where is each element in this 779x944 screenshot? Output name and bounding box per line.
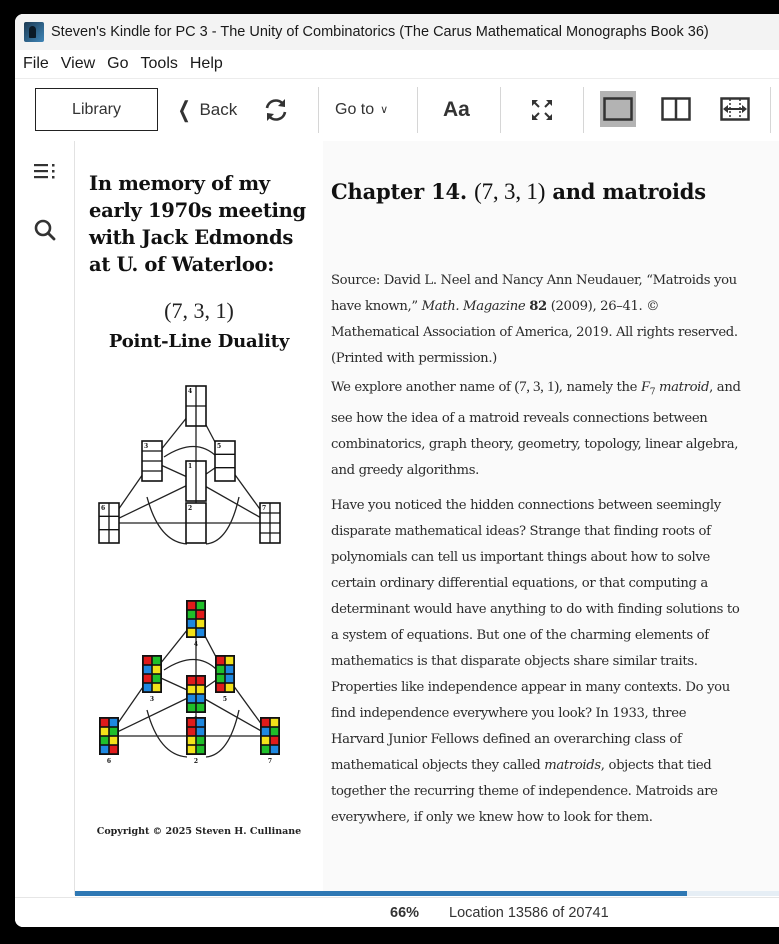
color-cell: [101, 737, 108, 744]
back-button[interactable]: [175, 88, 237, 131]
color-cell: [188, 611, 195, 618]
kindle-window: [15, 14, 779, 927]
color-cell: [188, 602, 195, 609]
goto-label: Go to: [335, 100, 375, 118]
intro-italic: matroid: [659, 380, 710, 395]
chapter-suffix: and matroids: [552, 179, 706, 204]
left-sidebar: [15, 141, 75, 895]
color-cell: [197, 686, 204, 693]
toolbar-divider: [583, 87, 584, 133]
color-cell: [197, 704, 204, 711]
source-text-2: (2009), 26–41. © Mathematical Association of America, 2019. All rights reserved. (Printed with permission.): [331, 299, 738, 366]
color-cell: [197, 695, 204, 702]
single-column-icon: [603, 97, 633, 121]
color-cell: [271, 728, 278, 735]
color-cell: [101, 728, 108, 735]
intro-math: (7, 3, 1): [514, 379, 559, 395]
body-text-1: Have you noticed the hidden connections between seemingly disparate mathematical ideas? Strange that finding roots of polynomials can tell us important things about how to solve certain ordinary differential equations, or that computing a determinant would have anything to do with finding solutions to a system of equations. But one of the charming elements of mathematics is that disparate objects share similar traits. Properties like independence appear in many contexts. Do you find independence everywhere you look? In 1933, three Harvard Junior Fellows defined an overarching class of mathematical objects they called: [331, 498, 740, 773]
copyright-notice: Copyright © 2025 Steven H. Cullinane: [96, 826, 302, 837]
color-cell: [153, 657, 160, 664]
progress-percent: 66%: [390, 905, 420, 921]
toolbar-divider: [500, 87, 501, 133]
node-label: 2: [193, 758, 199, 765]
chapter-title: [331, 179, 706, 205]
sync-icon: [263, 97, 289, 123]
color-cell: [217, 675, 224, 682]
color-cell: [188, 620, 195, 627]
node-label: 7: [267, 758, 273, 765]
color-cell: [153, 684, 160, 691]
color-cell: [262, 719, 269, 726]
color-cell: [197, 620, 204, 627]
single-column-button[interactable]: [600, 91, 636, 127]
source-text-1: Source: David L. Neel and Nancy Ann Neudauer, “Matroids you have known,”: [331, 273, 737, 314]
source-paragraph: [331, 268, 741, 372]
toolbar-divider: [417, 87, 418, 133]
color-cell: [188, 746, 195, 753]
fano-diagram-colored: [89, 597, 309, 797]
menu-view[interactable]: View: [60, 55, 96, 72]
point-line-duality-heading: Point-Line Duality: [108, 331, 290, 352]
toc-button[interactable]: [32, 159, 58, 185]
node-label: 7: [262, 505, 267, 512]
color-cell: [271, 746, 278, 753]
color-cell: [226, 666, 233, 673]
color-cell: [188, 719, 195, 726]
color-cell: [262, 728, 269, 735]
node-label: 3: [144, 443, 149, 450]
menu-tools[interactable]: Tools: [140, 55, 178, 72]
left-page: [75, 141, 323, 893]
node-label: 1: [188, 463, 193, 470]
color-cell: [153, 675, 160, 682]
fano-symbol-subscript: 7: [649, 387, 656, 398]
color-cell: [144, 675, 151, 682]
title-bar: [15, 14, 779, 50]
color-cell: [188, 695, 195, 702]
intro-text-1: We explore another name of: [331, 380, 515, 395]
node-label: 6: [106, 758, 112, 765]
color-cell: [110, 737, 117, 744]
color-cell: [144, 657, 151, 664]
color-cell: [110, 728, 117, 735]
table-of-contents-icon: [32, 159, 58, 185]
dedication-heading: In memory of my early 1970s meeting with Jack Edmonds at U. of Waterloo:: [89, 172, 306, 276]
body-text-2: , objects that tied together the recurring theme of independence. Matroids are everywhere, if only we knew how to look for them.: [331, 758, 718, 825]
color-cell: [188, 704, 195, 711]
journal-name: Math. Magazine: [421, 299, 526, 314]
fano-circle-arc: [164, 447, 217, 458]
color-cell: [197, 611, 204, 618]
color-cell: [188, 677, 195, 684]
color-cell: [110, 719, 117, 726]
node-label: 5: [222, 696, 228, 703]
fano-circle-arc: [147, 710, 187, 757]
color-cell: [262, 746, 269, 753]
fano-diagram-grids: [89, 384, 309, 574]
fano-circle-arc: [164, 660, 217, 671]
color-cell: [101, 746, 108, 753]
color-cell: [226, 684, 233, 691]
fano-line: [109, 481, 196, 523]
fano-circle-arc: [206, 497, 239, 544]
chevron-left-icon: ❮: [177, 96, 191, 122]
chapter-prefix: Chapter 14.: [331, 179, 468, 204]
window-title: Steven's Kindle for PC 3 - The Unity of Combinatorics (The Carus Mathematical Monographs Book 36): [51, 24, 709, 40]
body-paragraph: [331, 493, 741, 831]
color-cell: [226, 657, 233, 664]
intro-text-2: , namely the: [558, 380, 641, 395]
font-settings-button[interactable]: Aa: [443, 97, 470, 121]
color-cell: [188, 737, 195, 744]
reading-progress-fill: [75, 891, 687, 896]
menu-bar: [15, 50, 779, 78]
color-cell: [226, 675, 233, 682]
node-label: 4: [193, 641, 199, 648]
fano-symbol: F: [640, 379, 650, 395]
color-cell: [197, 737, 204, 744]
intro-paragraph: [331, 374, 741, 484]
reading-area: [75, 141, 779, 893]
two-column-button[interactable]: [658, 91, 694, 127]
color-cell: [271, 737, 278, 744]
toolbar: [15, 78, 779, 142]
fano-circle-arc: [147, 497, 187, 544]
color-cell: [197, 719, 204, 726]
node-label: 2: [188, 505, 193, 512]
color-cell: [153, 666, 160, 673]
triple-notation: (7, 3, 1): [164, 298, 234, 323]
intro-text-3: , and see how the idea of a matroid reveals connections between combinatorics, graph theory, geometry, topology, linear algebra, and greedy algorithms.: [331, 380, 741, 478]
back-label: Back: [199, 99, 238, 119]
two-column-icon: [661, 97, 691, 121]
chevron-down-icon: ∨: [380, 104, 389, 116]
body-italic: matroids: [544, 758, 601, 773]
color-cell: [271, 719, 278, 726]
goto-button[interactable]: [335, 88, 388, 131]
color-cell: [144, 666, 151, 673]
kindle-reader-icon: [24, 22, 44, 42]
color-cell: [197, 629, 204, 636]
node-label: 3: [149, 696, 155, 703]
fit-width-button[interactable]: [717, 91, 753, 127]
fit-width-icon: [720, 97, 750, 121]
color-cell: [197, 602, 204, 609]
color-cell: [188, 728, 195, 735]
fullscreen-icon: [530, 98, 554, 122]
node-label: 6: [101, 505, 106, 512]
fullscreen-button[interactable]: [527, 95, 557, 125]
sync-button[interactable]: [260, 95, 292, 125]
menu-file[interactable]: File: [23, 55, 49, 72]
color-cell: [197, 677, 204, 684]
color-cell: [101, 719, 108, 726]
location-indicator: Location 13586 of 20741: [449, 905, 609, 921]
color-cell: [110, 746, 117, 753]
node-label: 4: [188, 388, 193, 395]
search-icon: [32, 217, 58, 243]
journal-volume: 82: [529, 299, 547, 314]
color-cell: [217, 684, 224, 691]
node-label: 5: [217, 443, 222, 450]
color-cell: [197, 728, 204, 735]
color-cell: [217, 666, 224, 673]
color-cell: [188, 629, 195, 636]
color-cell: [144, 684, 151, 691]
color-cell: [217, 657, 224, 664]
menu-help[interactable]: Help: [189, 55, 223, 72]
chapter-math: (7, 3, 1): [474, 179, 546, 204]
reading-progress-bar[interactable]: [75, 891, 779, 896]
library-button[interactable]: Library: [35, 88, 158, 131]
color-cell: [262, 737, 269, 744]
color-cell: [197, 746, 204, 753]
color-cell: [188, 686, 195, 693]
toolbar-divider: [318, 87, 319, 133]
status-bar: [15, 897, 779, 927]
toolbar-divider: [770, 87, 771, 133]
search-button[interactable]: [32, 217, 58, 243]
fano-circle-arc: [206, 710, 239, 757]
menu-go[interactable]: Go: [107, 55, 129, 72]
